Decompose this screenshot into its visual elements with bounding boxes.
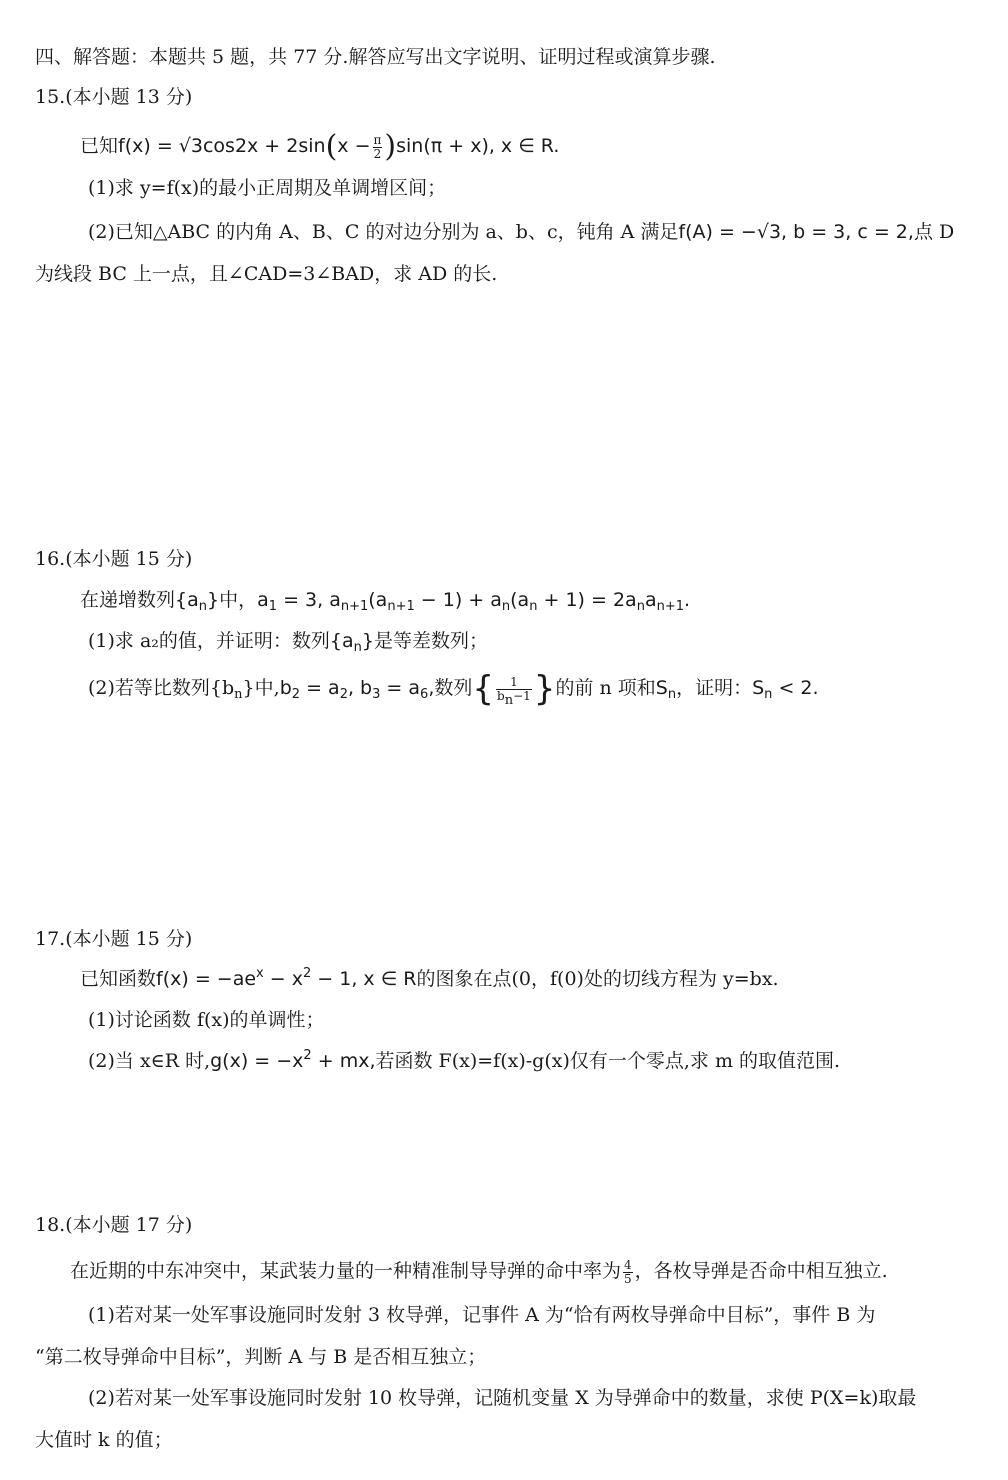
q17-part2: (2)当 x∈R 时$,g(x) = -x^2$ + mx,若函数 F(x)=f(x)-g(x)仅有一个零点,求 m 的取值范围. (88, 1048, 841, 1072)
q16-part1-a: (1)求 a₂的值，并证明：数列 (88, 630, 330, 652)
q17-stem-b: 的图象在点(0，f(0)处的切线方程为 y=bx. (416, 968, 779, 990)
q18-part2-line1: (2)若对某一处军事设施同时发射 10 枚导弹，记随机变量 X 为导弹命中的数量，求使 P(X=k)取最 (88, 1387, 917, 1409)
q16-part2-d: 的前 n 项和 (555, 677, 656, 699)
q15-part1: (1)求 y=f(x)的最小正周期及单调增区间； (88, 177, 447, 199)
q17-part2-b: 若函数 F(x)=f(x)-g(x)仅有一个零点,求 m 的取值范围. (375, 1050, 841, 1072)
q15-part2-a: (2)已知△ABC 的内角 A、B、C 的对边分别为 a、b、c，钝角 A 满足 (88, 221, 679, 243)
q15-frac-den: 2 (373, 146, 382, 161)
q17-part2-math: g(x) = −x (210, 1050, 304, 1072)
q16-stem-b: 中， (219, 589, 258, 611)
q18-part2-line2: 大值时 k 的值； (35, 1429, 173, 1451)
section-header: 四、解答题：本题共 5 题，共 77 分.解答应写出文字说明、证明过程或演算步骤. (35, 46, 716, 68)
q15-stem-math-b: x − (337, 135, 371, 157)
q17-stem: 已知函数$f(x) = -ae^x - x^2 - 1$, x ∈ R的图象在点(0，f(0)处的切线方程为 y=bx. (80, 966, 779, 990)
q15-part2-line2: 为线段 BC 上一点，且∠CAD=3∠BAD，求 AD 的长. (35, 263, 498, 285)
q18-stem-a: 在近期的中东冲突中，某武装力量的一种精准制导导弹的命中率为 (70, 1260, 622, 1282)
q18-fraction (623, 1259, 633, 1286)
q18-part1-line1: (1)若对某一处军事设施同时发射 3 枚导弹，记事件 A 为“恰有两枚导弹命中目标”，事件 B 为 (88, 1304, 876, 1326)
q15-stem-math-a: f(x) = √3cos2x + 2sin (118, 135, 326, 157)
q15-stem: 已知f(x) = √3cos2x + 2sin(x − $\frac{\pi}{2}$ )sin(π + x), x ∈ R. (80, 129, 560, 164)
q15-frac-num: π (373, 132, 382, 147)
q15-part2-line1 (88, 219, 954, 245)
q16-part2: (2)若等比数列$\{b_n\}$中$,b_2 = a_2$, $b_3 = a_6$,数列{ $\frac{1}{b_n-1}$ }的前 n 项和$S_n$，证明：$S_n < 2$. (88, 669, 819, 709)
q17-part1: (1)讨论函数 f(x)的单调性； (88, 1009, 325, 1031)
q15-part2-b: 点 D (913, 221, 955, 243)
q16-stem-a: 在递增数列 (80, 589, 176, 611)
q15-stem-math-c: sin(π + x), x ∈ R. (396, 135, 560, 157)
q18-part1-line2: “第二枚导弹命中目标”，判断 A 与 B 是否相互独立； (35, 1346, 487, 1368)
q16-fraction: $\frac{1}{b_n-1}$ (497, 674, 531, 708)
q17-part2-a: (2)当 x∈R 时, (88, 1050, 211, 1072)
q15-stem-prefix: 已知 (80, 135, 119, 157)
q15-part2-math: f(A) = −√3, b = 3, c = 2, (678, 221, 914, 243)
q18-stem (70, 1254, 888, 1288)
q18-frac-num: 4 (624, 1257, 632, 1272)
q16-part2-b: }中, (242, 677, 280, 699)
q17-stem-a: 已知函数 (80, 968, 157, 990)
q16-number: 16.(本小题 15 分) (35, 548, 193, 570)
q18-stem-b: ，各枚导弹是否命中相互独立. (634, 1260, 888, 1282)
q17-number: 17.(本小题 15 分) (35, 928, 193, 950)
q18-number: 18.(本小题 17 分) (35, 1214, 193, 1236)
q16-part2-a: (2)若等比数列{b (88, 677, 235, 699)
q18-frac-den: 5 (624, 1271, 632, 1286)
q16-frac-num: 1 (496, 676, 532, 690)
q17-stem-math: f(x) = −ae (156, 968, 257, 990)
q16-part1: (1)求 a₂的值，并证明：数列$\{a_n\}$是等差数列； (88, 630, 488, 655)
q15-number: 15.(本小题 13 分) (35, 86, 193, 108)
q16-stem: 在递增数列$\{a_n\}$中，$a_1 = 3$, $a_{n+1}(a_{n+1} - 1) + a_n(a_n + 1) = 2a_na_{n+1}$. (80, 589, 691, 614)
q16-part2-e: ，证明： (676, 677, 753, 699)
q16-part1-b: 是等差数列； (373, 630, 488, 652)
q16-part2-c: 数列 (434, 677, 473, 699)
q15-fraction (373, 134, 383, 161)
